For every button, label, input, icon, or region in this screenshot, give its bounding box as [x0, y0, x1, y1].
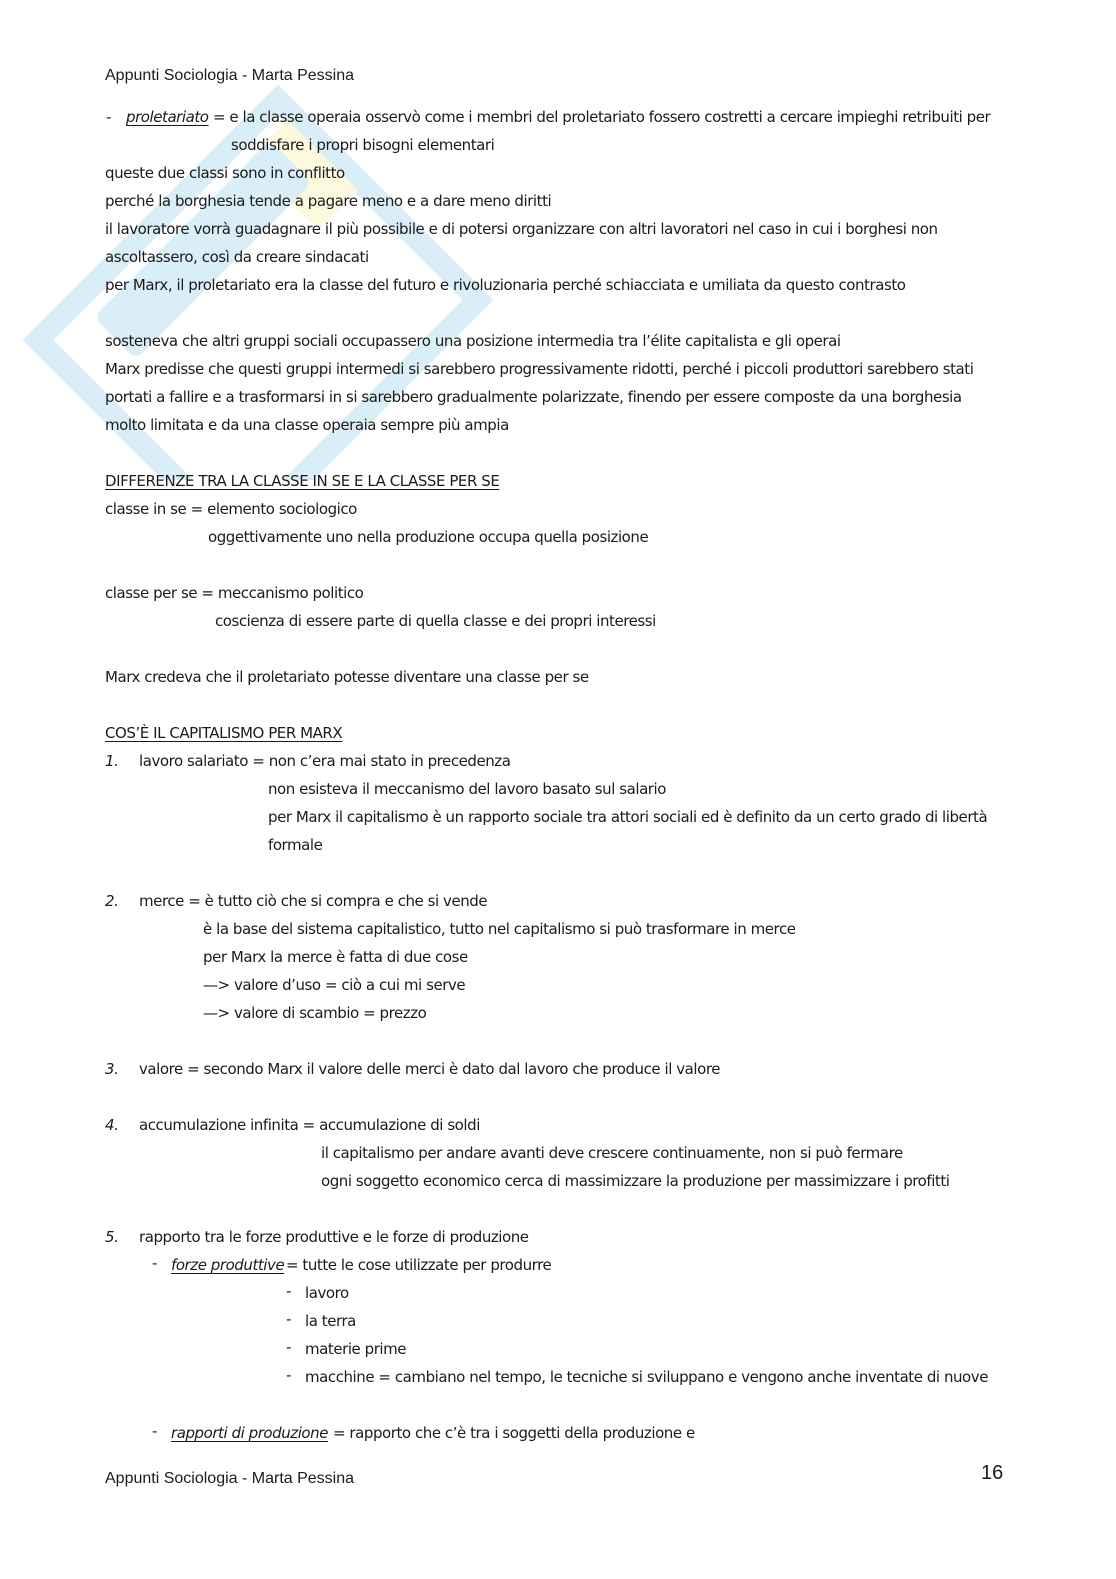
paragraph-line: Marx credeva che il proletariato potesse diventare una classe per se	[105, 668, 589, 686]
term-forze-produttive: forze produttive	[171, 1256, 285, 1274]
list-number: 3.	[105, 1060, 119, 1078]
bullet-dash: -	[286, 1310, 291, 1328]
bullet-dash: -	[152, 1422, 157, 1440]
list-item: è la base del sistema capitalistico, tutto nel capitalismo si può trasformare in merce	[203, 920, 796, 938]
list-item: il capitalismo per andare avanti deve crescere continuamente, non si può fermare	[321, 1144, 903, 1162]
list-item: non esisteva il meccanismo del lavoro basato sul salario	[268, 780, 666, 798]
section-heading: COS’È IL CAPITALISMO PER MARX	[105, 724, 343, 742]
list-item: merce = è tutto ciò che si compra e che si vende	[139, 892, 488, 910]
paragraph-line: sosteneva che altri gruppi sociali occupassero una posizione intermedia tra l’élite capitalista e gli operai	[105, 332, 841, 350]
paragraph-line: oggettivamente uno nella produzione occupa quella posizione	[208, 528, 649, 546]
paragraph-line: per Marx, il proletariato era la classe del futuro e rivoluzionaria perché schiacciata e umiliata da questo contrasto	[105, 276, 906, 294]
sub-list-item: la terra	[305, 1312, 356, 1330]
sub-list-item: lavoro	[305, 1284, 349, 1302]
definition-text: = e la classe operaia osservò come i membri del proletariato fossero costretti a cercare impieghi retribuiti per	[213, 108, 991, 126]
section-heading: DIFFERENZE TRA LA CLASSE IN SE E LA CLASSE PER SE	[105, 472, 500, 490]
paragraph-line: Marx predisse che questi gruppi intermedi si sarebbero progressivamente ridotti, perché i piccoli produttori sarebbero stati	[105, 360, 974, 378]
bullet-dash: -	[152, 1254, 157, 1272]
page-number: 16	[981, 1462, 1004, 1484]
list-item: accumulazione infinita = accumulazione di soldi	[139, 1116, 480, 1134]
paragraph-line: ascoltassero, così da creare sindacati	[105, 248, 369, 266]
list-number: 4.	[105, 1116, 119, 1134]
bullet-dash: -	[286, 1282, 291, 1300]
page-footer: Appunti Sociologia - Marta Pessina	[105, 1470, 355, 1487]
list-item: per Marx la merce è fatta di due cose	[203, 948, 468, 966]
paragraph-line: molto limitata e da una classe operaia sempre più ampia	[105, 416, 509, 434]
list-item: formale	[268, 836, 323, 854]
term-proletariato: proletariato	[126, 108, 209, 126]
list-item: valore = secondo Marx il valore delle merci è dato dal lavoro che produce il valore	[139, 1060, 721, 1078]
paragraph-line: queste due classi sono in conflitto	[105, 164, 345, 182]
paragraph-line: perché la borghesia tende a pagare meno e a dare meno diritti	[105, 192, 552, 210]
bullet-dash: -	[286, 1338, 291, 1356]
list-item: rapporto tra le forze produttive e le forze di produzione	[139, 1228, 529, 1246]
list-item: —> valore d’uso = ciò a cui mi serve	[203, 976, 466, 994]
bullet-dash: -	[286, 1366, 291, 1384]
paragraph-line: classe per se = meccanismo politico	[105, 584, 364, 602]
definition-text: soddisfare i propri bisogni elementari	[231, 136, 495, 154]
paragraph-line: il lavoratore vorrà guadagnare il più possibile e di potersi organizzare con altri lavoratori nel caso in cui i borghesi non	[105, 220, 938, 238]
definition-text: = rapporto che c’è tra i soggetti della produzione e	[333, 1424, 695, 1442]
list-item: per Marx il capitalismo è un rapporto sociale tra attori sociali ed è definito da un certo grado di libertà	[268, 808, 988, 826]
sub-list-item: materie prime	[305, 1340, 407, 1358]
list-item: ogni soggetto economico cerca di massimizzare la produzione per massimizzare i profitti	[321, 1172, 950, 1190]
paragraph-line: coscienza di essere parte di quella classe e dei propri interessi	[215, 612, 656, 630]
sub-list-item: macchine = cambiano nel tempo, le tecniche si sviluppano e vengono anche inventate di nuove	[305, 1368, 988, 1386]
list-item: lavoro salariato = non c’era mai stato in precedenza	[139, 752, 511, 770]
list-number: 2.	[105, 892, 119, 910]
page-header: Appunti Sociologia - Marta Pessina	[105, 67, 355, 84]
term-rapporti-di-produzione: rapporti di produzione	[171, 1424, 328, 1442]
definition-text: = tutte le cose utilizzate per produrre	[286, 1256, 552, 1274]
list-number: 1.	[105, 752, 119, 770]
list-item: —> valore di scambio = prezzo	[203, 1004, 427, 1022]
paragraph-line: portati a fallire e a trasformarsi in si sarebbero gradualmente polarizzate, finendo per essere composte da una borghesia	[105, 388, 962, 406]
list-number: 5.	[105, 1228, 119, 1246]
paragraph-line: classe in se = elemento sociologico	[105, 500, 357, 518]
bullet-dash: -	[106, 108, 111, 126]
